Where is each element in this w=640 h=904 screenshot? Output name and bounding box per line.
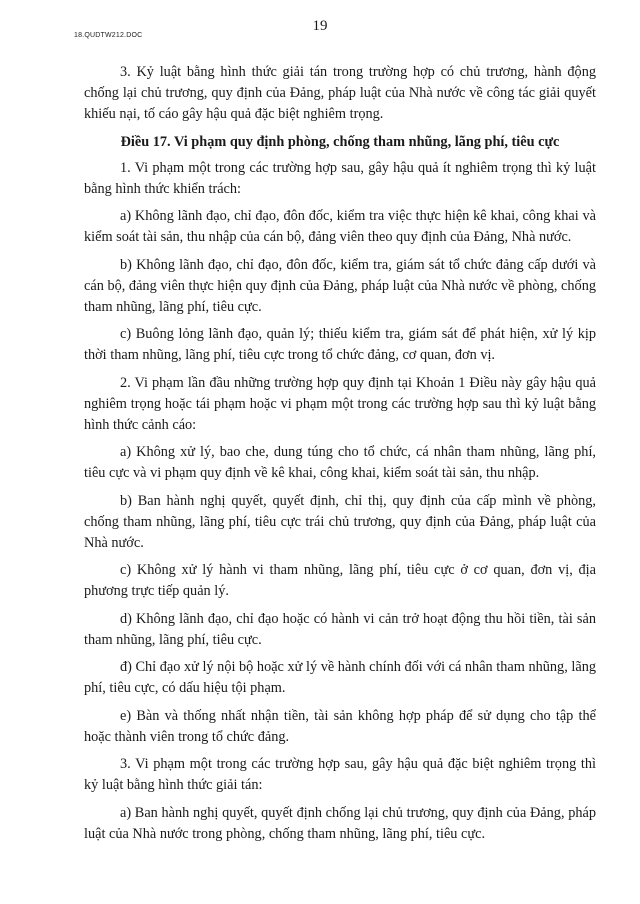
clause-2-point-b: b) Ban hành nghị quyết, quyết định, chỉ thị, quy định của cấp mình về phòng, chống tham nhũng, lãng phí, tiêu cực trái chủ trương, quy định của Đảng, pháp luật của Nhà nước. [84,492,596,551]
page-number: 19 [312,18,328,34]
clause-1-point-c: c) Buông lỏng lãnh đạo, quản lý; thiếu kiểm tra, giám sát để phát hiện, xử lý kịp thời tham nhũng, lãng phí, tiêu cực trong tổ chức đảng, cơ quan, đơn vị. [84,326,596,363]
clause-1-point-b: b) Không lãnh đạo, chỉ đạo, đôn đốc, kiểm tra, giám sát tổ chức đảng cấp dưới và cán bộ, đảng viên thực hiện quy định của Đảng, pháp luật của Nhà nước về phòng, chống tham nhũng, lãng phí, tiêu cực. [84,256,596,315]
paragraph-3-dissolution: 3. Kỷ luật bằng hình thức giải tán trong trường hợp có chủ trương, hành động chống lại chủ trương, quy định của Đảng, pháp luật của Nhà nước về công tác giải quyết khiếu nại, tố cáo gây hậu quả đặc biệt nghiêm trọng. [84,64,596,122]
clause-1-point-a: a) Không lãnh đạo, chỉ đạo, đôn đốc, kiểm tra việc thực hiện kê khai, công khai và kiểm soát tài sản, thu nhập của cán bộ, đảng viên theo quy định của Đảng, Nhà nước. [84,208,596,245]
clause-2-point-dd: đ) Chỉ đạo xử lý nội bộ hoặc xử lý về hành chính đối với cá nhân tham nhũng, lãng phí, tiêu cực, có dấu hiệu tội phạm. [84,659,596,696]
clause-3-point-a: a) Ban hành nghị quyết, quyết định chống lại chủ trương, quy định của Đảng, pháp luật của Nhà nước trong phòng, chống tham nhũng, lãng phí, tiêu cực. [84,804,596,842]
article-17-heading: Điều 17. Vi phạm quy định phòng, chống tham nhũng, lãng phí, tiêu cực [120,133,560,150]
clause-1-reprimand: 1. Vi phạm một trong các trường hợp sau, gây hậu quả ít nghiêm trọng thì kỷ luật bằng hình thức khiển trách: [84,159,596,197]
clause-2-point-a: a) Không xử lý, bao che, dung túng cho tổ chức, cá nhân tham nhũng, lãng phí, tiêu cực và vi phạm quy định về kê khai, công khai, kiểm soát tài sản, thu nhập. [84,444,596,481]
document-file-name: 18.QUDTW212.DOC [74,32,143,39]
clause-2-point-e: e) Bàn và thống nhất nhận tiền, tài sản không hợp pháp để sử dụng cho tập thể hoặc thành viên trong tổ chức đảng. [84,707,596,745]
clause-2-point-c: c) Không xử lý hành vi tham nhũng, lãng phí, tiêu cực ở cơ quan, đơn vị, địa phương trực tiếp quản lý. [84,562,596,599]
document-body [84,62,596,851]
clause-2-warning: 2. Vi phạm lần đầu những trường hợp quy định tại Khoản 1 Điều này gây hậu quả nghiêm trọng hoặc tái phạm hoặc vi phạm một trong các trường hợp sau thì kỷ luật bằng hình thức cảnh cáo: [84,374,596,433]
clause-3-dissolution: 3. Vi phạm một trong các trường hợp sau, gây hậu quả đặc biệt nghiêm trọng thì kỷ luật bằng hình thức giải tán: [84,756,596,793]
clause-2-point-d: d) Không lãnh đạo, chỉ đạo hoặc có hành vi cản trở hoạt động thu hồi tiền, tài sản tham nhũng, lãng phí, tiêu cực. [84,610,596,648]
